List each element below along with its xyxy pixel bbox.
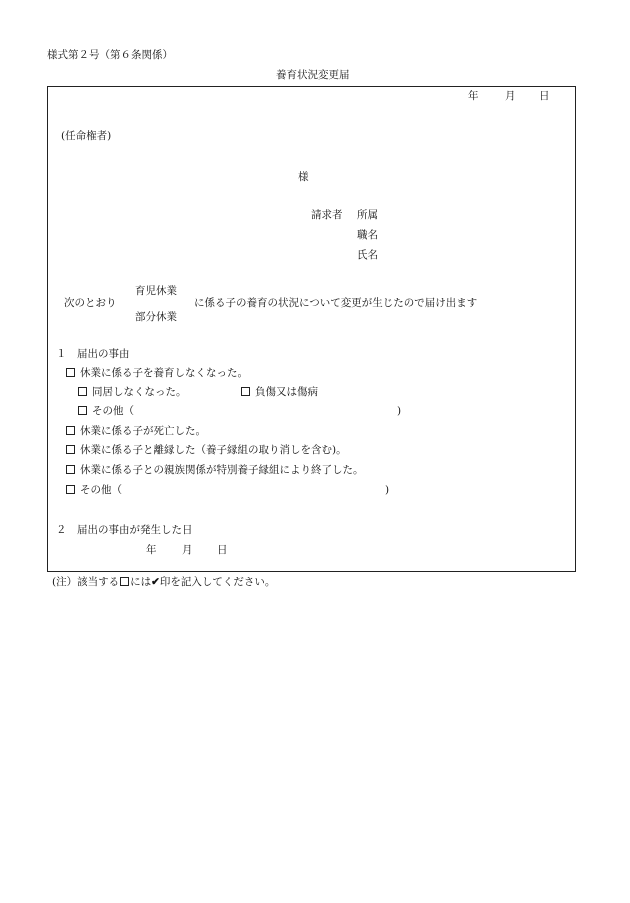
- reason-label: 休業に係る子との親族関係が特別養子縁組により終了した。: [80, 464, 364, 476]
- statement-suffix: に係る子の養育の状況について変更が生じたので届け出ます: [194, 297, 478, 309]
- statement-option-partial-leave: 部分休業: [135, 311, 177, 323]
- position-label: 職名: [357, 229, 378, 241]
- check-mark-icon: ✔: [151, 576, 160, 588]
- name-label: 氏名: [357, 249, 378, 261]
- reason-child-died[interactable]: [66, 425, 206, 438]
- checkbox[interactable]: [66, 368, 75, 377]
- checkbox[interactable]: [78, 387, 87, 396]
- reason-label: 休業に係る子が死亡した。: [80, 425, 206, 437]
- reason-label: その他（: [80, 484, 122, 496]
- honorific: 様: [298, 171, 309, 183]
- form-title: 養育状況変更届: [276, 69, 350, 81]
- occurrence-year-label: 年: [146, 544, 157, 556]
- appointer-label: (任命権者): [61, 130, 112, 142]
- reason-special-adoption[interactable]: [66, 464, 364, 477]
- form-number: 様式第２号（第６条関係）: [47, 49, 173, 61]
- reason-injury-illness[interactable]: [241, 386, 318, 399]
- footnote: [52, 576, 275, 589]
- checkbox[interactable]: [66, 485, 75, 494]
- statement-prefix: 次のとおり: [64, 297, 117, 309]
- reason-adoption-dissolved[interactable]: [66, 444, 347, 457]
- date-day-label: 日: [539, 90, 550, 102]
- checkbox[interactable]: [66, 465, 75, 474]
- reason-no-longer-cohabiting[interactable]: [78, 386, 187, 399]
- reason-label: 休業に係る子と離縁した（養子縁組の取り消しを含む)。: [80, 444, 347, 456]
- section-1-heading: １ 届出の事由: [56, 348, 130, 360]
- reason-sub-other-close-paren: ): [397, 405, 402, 417]
- affiliation-label: 所属: [357, 209, 378, 221]
- occurrence-day-label: 日: [217, 544, 228, 556]
- reason-no-longer-raising[interactable]: [66, 367, 248, 380]
- section-2-heading: ２ 届出の事由が発生した日: [56, 524, 193, 536]
- date-year-label: 年: [468, 90, 479, 102]
- reason-other[interactable]: [66, 484, 122, 497]
- checkbox[interactable]: [78, 406, 87, 415]
- footnote-middle: には: [130, 576, 152, 588]
- form-frame: [47, 86, 576, 572]
- reason-label: 負傷又は傷病: [255, 386, 318, 398]
- reason-label: 休業に係る子を養育しなくなった。: [80, 367, 248, 379]
- checkbox[interactable]: [66, 426, 75, 435]
- checkbox[interactable]: [66, 445, 75, 454]
- statement-option-childcare-leave: 育児休業: [135, 285, 177, 297]
- date-month-label: 月: [505, 90, 516, 102]
- reason-label: その他（: [92, 405, 134, 417]
- reason-other-close-paren: ): [385, 484, 390, 496]
- checkbox-sample-icon: [120, 577, 129, 586]
- checkbox[interactable]: [241, 387, 250, 396]
- footnote-prefix: (注）該当する: [52, 576, 120, 588]
- requester-label: 請求者: [311, 209, 343, 221]
- reason-label: 同居しなくなった。: [92, 386, 187, 398]
- reason-sub-other[interactable]: [78, 405, 134, 418]
- footnote-suffix: 印を記入してください。: [159, 576, 276, 588]
- occurrence-month-label: 月: [182, 544, 193, 556]
